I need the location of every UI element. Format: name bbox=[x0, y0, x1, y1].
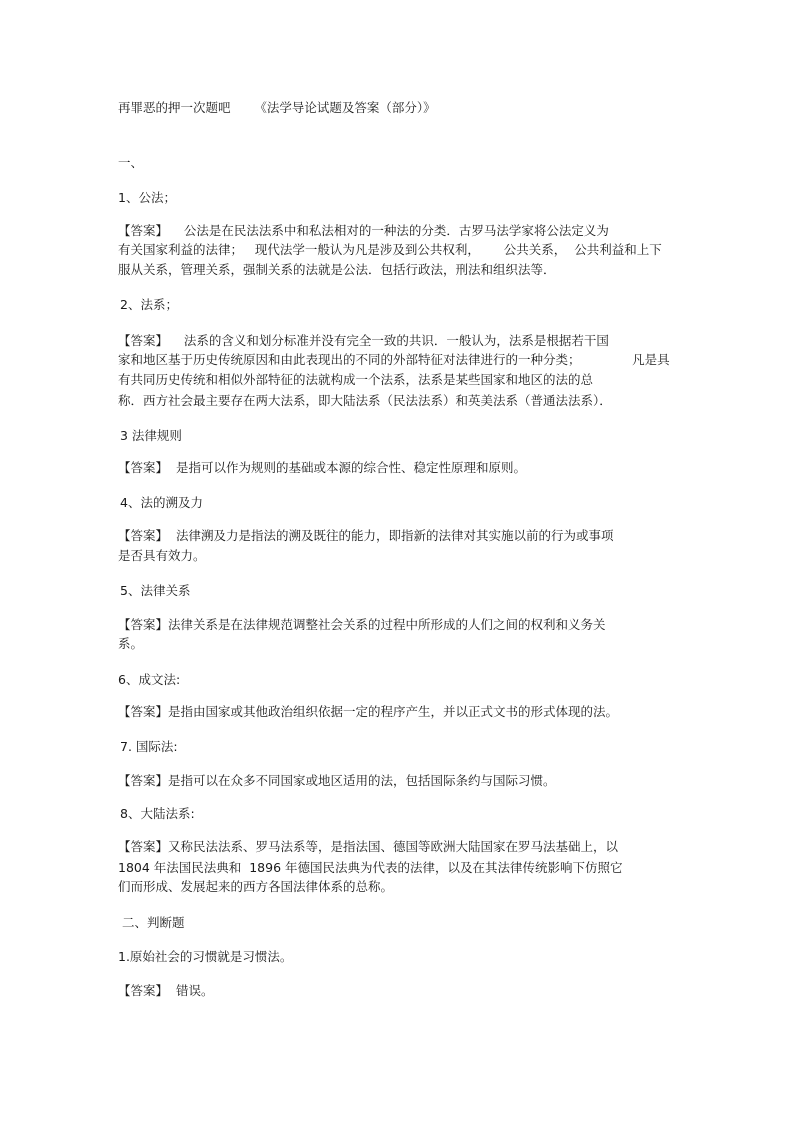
section-heading: 二、判断题 bbox=[122, 915, 185, 930]
answer-line: 【答案】法律关系是在法律规范调整社会关系的过程中所形成的人们之间的权利和义务关 bbox=[118, 617, 606, 632]
section-heading: 一、 bbox=[118, 155, 144, 170]
document-title bbox=[118, 100, 436, 116]
title-prefix: 再罪恶的押一次题吧 bbox=[118, 100, 231, 115]
answer-line: 是否具有效力。 bbox=[118, 548, 206, 563]
answer-line: 们而形成、发展起来的西方各国法律体系的总称。 bbox=[118, 879, 394, 894]
term-heading: 6、成文法: bbox=[118, 672, 181, 687]
answer-line: 1804 年法国民法典和 1896 年德国民法典为代表的法律，以及在其法律传统影响下仿照它 bbox=[118, 860, 623, 875]
answer-line: 有关国家利益的法律； 现代法学一般认为凡是涉及到公共权利， 公共关系， 公共利益和上下 bbox=[118, 242, 662, 257]
term-heading: 5、法律关系 bbox=[120, 583, 191, 598]
answer-line: 【答案】是指由国家或其他政治组织依据一定的程序产生，并以正式文书的形式体现的法。 bbox=[118, 704, 619, 719]
answer-line: 【答案】 是指可以作为规则的基础或本源的综合性、稳定性原理和原则。 bbox=[118, 460, 526, 475]
title-name: 《法学导论试题及答案（部分）》 bbox=[254, 100, 436, 115]
answer-line: 系。 bbox=[118, 636, 144, 651]
answer-line: 称．西方社会最主要存在两大法系，即大陆法系（民法法系）和英美法系（普通法法系）． bbox=[118, 393, 612, 408]
answer-line: 【答案】又称民法法系、罗马法系等，是指法国、德国等欧洲大陆国家在罗马法基础上，以 bbox=[118, 839, 619, 854]
term-heading: 1、公法； bbox=[118, 190, 176, 205]
question-line: 1.原始社会的习惯就是习惯法。 bbox=[118, 949, 293, 964]
answer-line: 有共同历史传统和相似外部特征的法就构成一个法系，法系是某些国家和地区的法的总 bbox=[118, 372, 594, 387]
answer-line: 【答案】 公法是在民法法系中和私法相对的一种法的分类．古罗马法学家将公法定义为 bbox=[118, 223, 609, 238]
answer-line: 服从关系，管理关系，强制关系的法就是公法．包括行政法，刑法和组织法等． bbox=[118, 262, 556, 277]
answer-line: 家和地区基于历史传统原因和由此表现出的不同的外部特征对法律进行的一种分类； 凡是具 bbox=[118, 352, 670, 367]
answer-line: 【答案】 法系的含义和划分标准并没有完全一致的共识．一般认为，法系是根据若干国 bbox=[118, 333, 609, 348]
term-heading: 7. 国际法: bbox=[120, 739, 178, 754]
term-heading: 8、大陆法系: bbox=[120, 806, 195, 821]
term-heading: 2、法系； bbox=[120, 297, 178, 312]
answer-line: 【答案】是指可以在众多不同国家或地区适用的法，包括国际条约与国际习惯。 bbox=[118, 773, 556, 788]
term-heading: 4、法的溯及力 bbox=[120, 495, 203, 510]
answer-line: 【答案】 错误。 bbox=[118, 983, 214, 998]
answer-line: 【答案】 法律溯及力是指法的溯及既往的能力，即指新的法律对其实施以前的行为或事项 bbox=[118, 528, 614, 543]
term-heading: 3 法律规则 bbox=[120, 428, 182, 443]
